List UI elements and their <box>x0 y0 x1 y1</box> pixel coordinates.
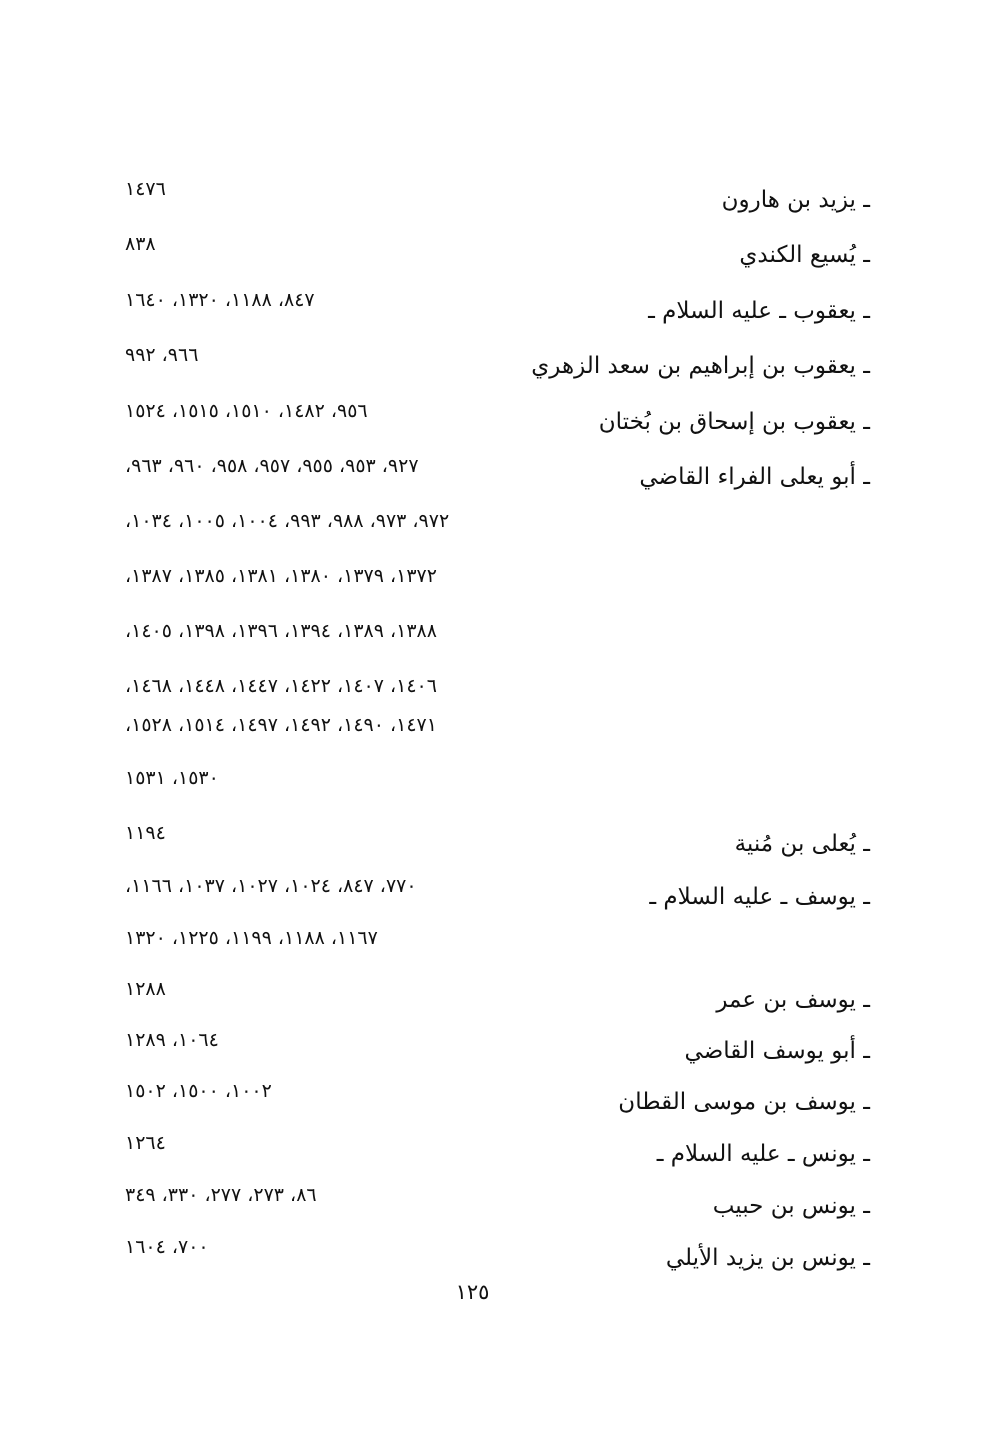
index-entry-continuation <box>0 765 1000 805</box>
entry-page-refs: ٩٥٦، ١٤٨٢، ١٥١٠، ١٥١٥، ١٥٢٤ <box>125 400 368 422</box>
index-entry <box>0 398 1000 438</box>
index-entry-continuation <box>0 563 1000 603</box>
entry-page-refs: ٨٣٨ <box>125 233 156 255</box>
index-entry <box>0 820 1000 860</box>
entry-page-refs: ١٥٣٠، ١٥٣١ <box>125 767 219 789</box>
index-entry-continuation <box>0 712 1000 752</box>
entry-page-refs: ١٣٧٢، ١٣٧٩، ١٣٨٠، ١٣٨١، ١٣٨٥، ١٣٨٧، <box>125 565 437 587</box>
index-entry <box>0 1027 1000 1067</box>
entry-page-refs: ١١٦٧، ١١٨٨، ١١٩٩، ١٢٢٥، ١٣٢٠ <box>125 927 378 949</box>
entry-name: ـ يُسيع الكندي <box>739 242 870 268</box>
entry-name: ـ يوسف بن موسى القطان <box>618 1089 870 1115</box>
index-entry <box>0 1130 1000 1170</box>
index-entry <box>0 453 1000 493</box>
entry-page-refs: ١٤٧١، ١٤٩٠، ١٤٩٢، ١٤٩٧، ١٥١٤، ١٥٢٨، <box>125 714 437 736</box>
index-entry <box>0 976 1000 1016</box>
entry-page-refs: ١٤٠٦، ١٤٠٧، ١٤٢٢، ١٤٤٧، ١٤٤٨، ١٤٦٨، <box>125 675 437 697</box>
index-entry-continuation <box>0 925 1000 965</box>
entry-name: ـ أبو يعلى الفراء القاضي <box>639 464 870 490</box>
entry-name: ـ يُعلى بن مُنية <box>734 831 870 857</box>
entry-page-refs: ١٠٦٤، ١٢٨٩ <box>125 1029 219 1051</box>
index-entry-continuation <box>0 673 1000 713</box>
index-entry <box>0 873 1000 913</box>
entry-name: ـ يعقوب بن إسحاق بن بُختان <box>598 409 870 435</box>
index-entry-continuation <box>0 618 1000 658</box>
entry-name: ـ يعقوب بن إبراهيم بن سعد الزهري <box>531 353 870 379</box>
entry-page-refs: ٧٠٠، ١٦٠٤ <box>125 1236 209 1258</box>
index-entry <box>0 176 1000 216</box>
entry-page-refs: ١٠٠٢، ١٥٠٠، ١٥٠٢ <box>125 1080 272 1102</box>
entry-name: ـ أبو يوسف القاضي <box>684 1038 870 1064</box>
entry-name: ـ يعقوب ـ عليه السلام ـ <box>648 298 870 324</box>
entry-page-refs: ٨٤٧، ١١٨٨، ١٣٢٠، ١٦٤٠ <box>125 289 315 311</box>
entry-page-refs: ٧٧٠، ٨٤٧، ١٠٢٤، ١٠٢٧، ١٠٣٧، ١١٦٦، <box>125 875 417 897</box>
index-entry <box>0 287 1000 327</box>
entry-name: ـ يونس بن حبيب <box>712 1193 870 1219</box>
entry-name: ـ يوسف بن عمر <box>716 987 870 1013</box>
entry-name: ـ يونس بن يزيد الأيلي <box>665 1245 870 1271</box>
entry-name: ـ يونس ـ عليه السلام ـ <box>656 1141 870 1167</box>
index-entry <box>0 1182 1000 1222</box>
index-entry <box>0 1234 1000 1274</box>
entry-page-refs: ٩٦٦، ٩٩٢ <box>125 344 199 366</box>
index-entry <box>0 342 1000 382</box>
index-entry <box>0 231 1000 271</box>
page-number: ١٢٥ <box>455 1280 490 1304</box>
entry-name: ـ يوسف ـ عليه السلام ـ <box>649 884 870 910</box>
entry-page-refs: ١١٩٤ <box>125 822 166 844</box>
entry-page-refs: ٨٦، ٢٧٣، ٢٧٧، ٣٣٠، ٣٤٩ <box>125 1184 317 1206</box>
entry-page-refs: ١٣٨٨، ١٣٨٩، ١٣٩٤، ١٣٩٦، ١٣٩٨، ١٤٠٥، <box>125 620 437 642</box>
entry-page-refs: ١٢٨٨ <box>125 978 166 1000</box>
entry-page-refs: ٩٧٢، ٩٧٣، ٩٨٨، ٩٩٣، ١٠٠٤، ١٠٠٥، ١٠٣٤، <box>125 510 450 532</box>
index-entry-continuation <box>0 508 1000 548</box>
entry-name: ـ يزيد بن هارون <box>721 187 870 213</box>
entry-page-refs: ١٤٧٦ <box>125 178 166 200</box>
index-entry <box>0 1078 1000 1118</box>
entry-page-refs: ١٢٦٤ <box>125 1132 166 1154</box>
entry-page-refs: ٩٢٧، ٩٥٣، ٩٥٥، ٩٥٧، ٩٥٨، ٩٦٠، ٩٦٣، <box>125 455 419 477</box>
